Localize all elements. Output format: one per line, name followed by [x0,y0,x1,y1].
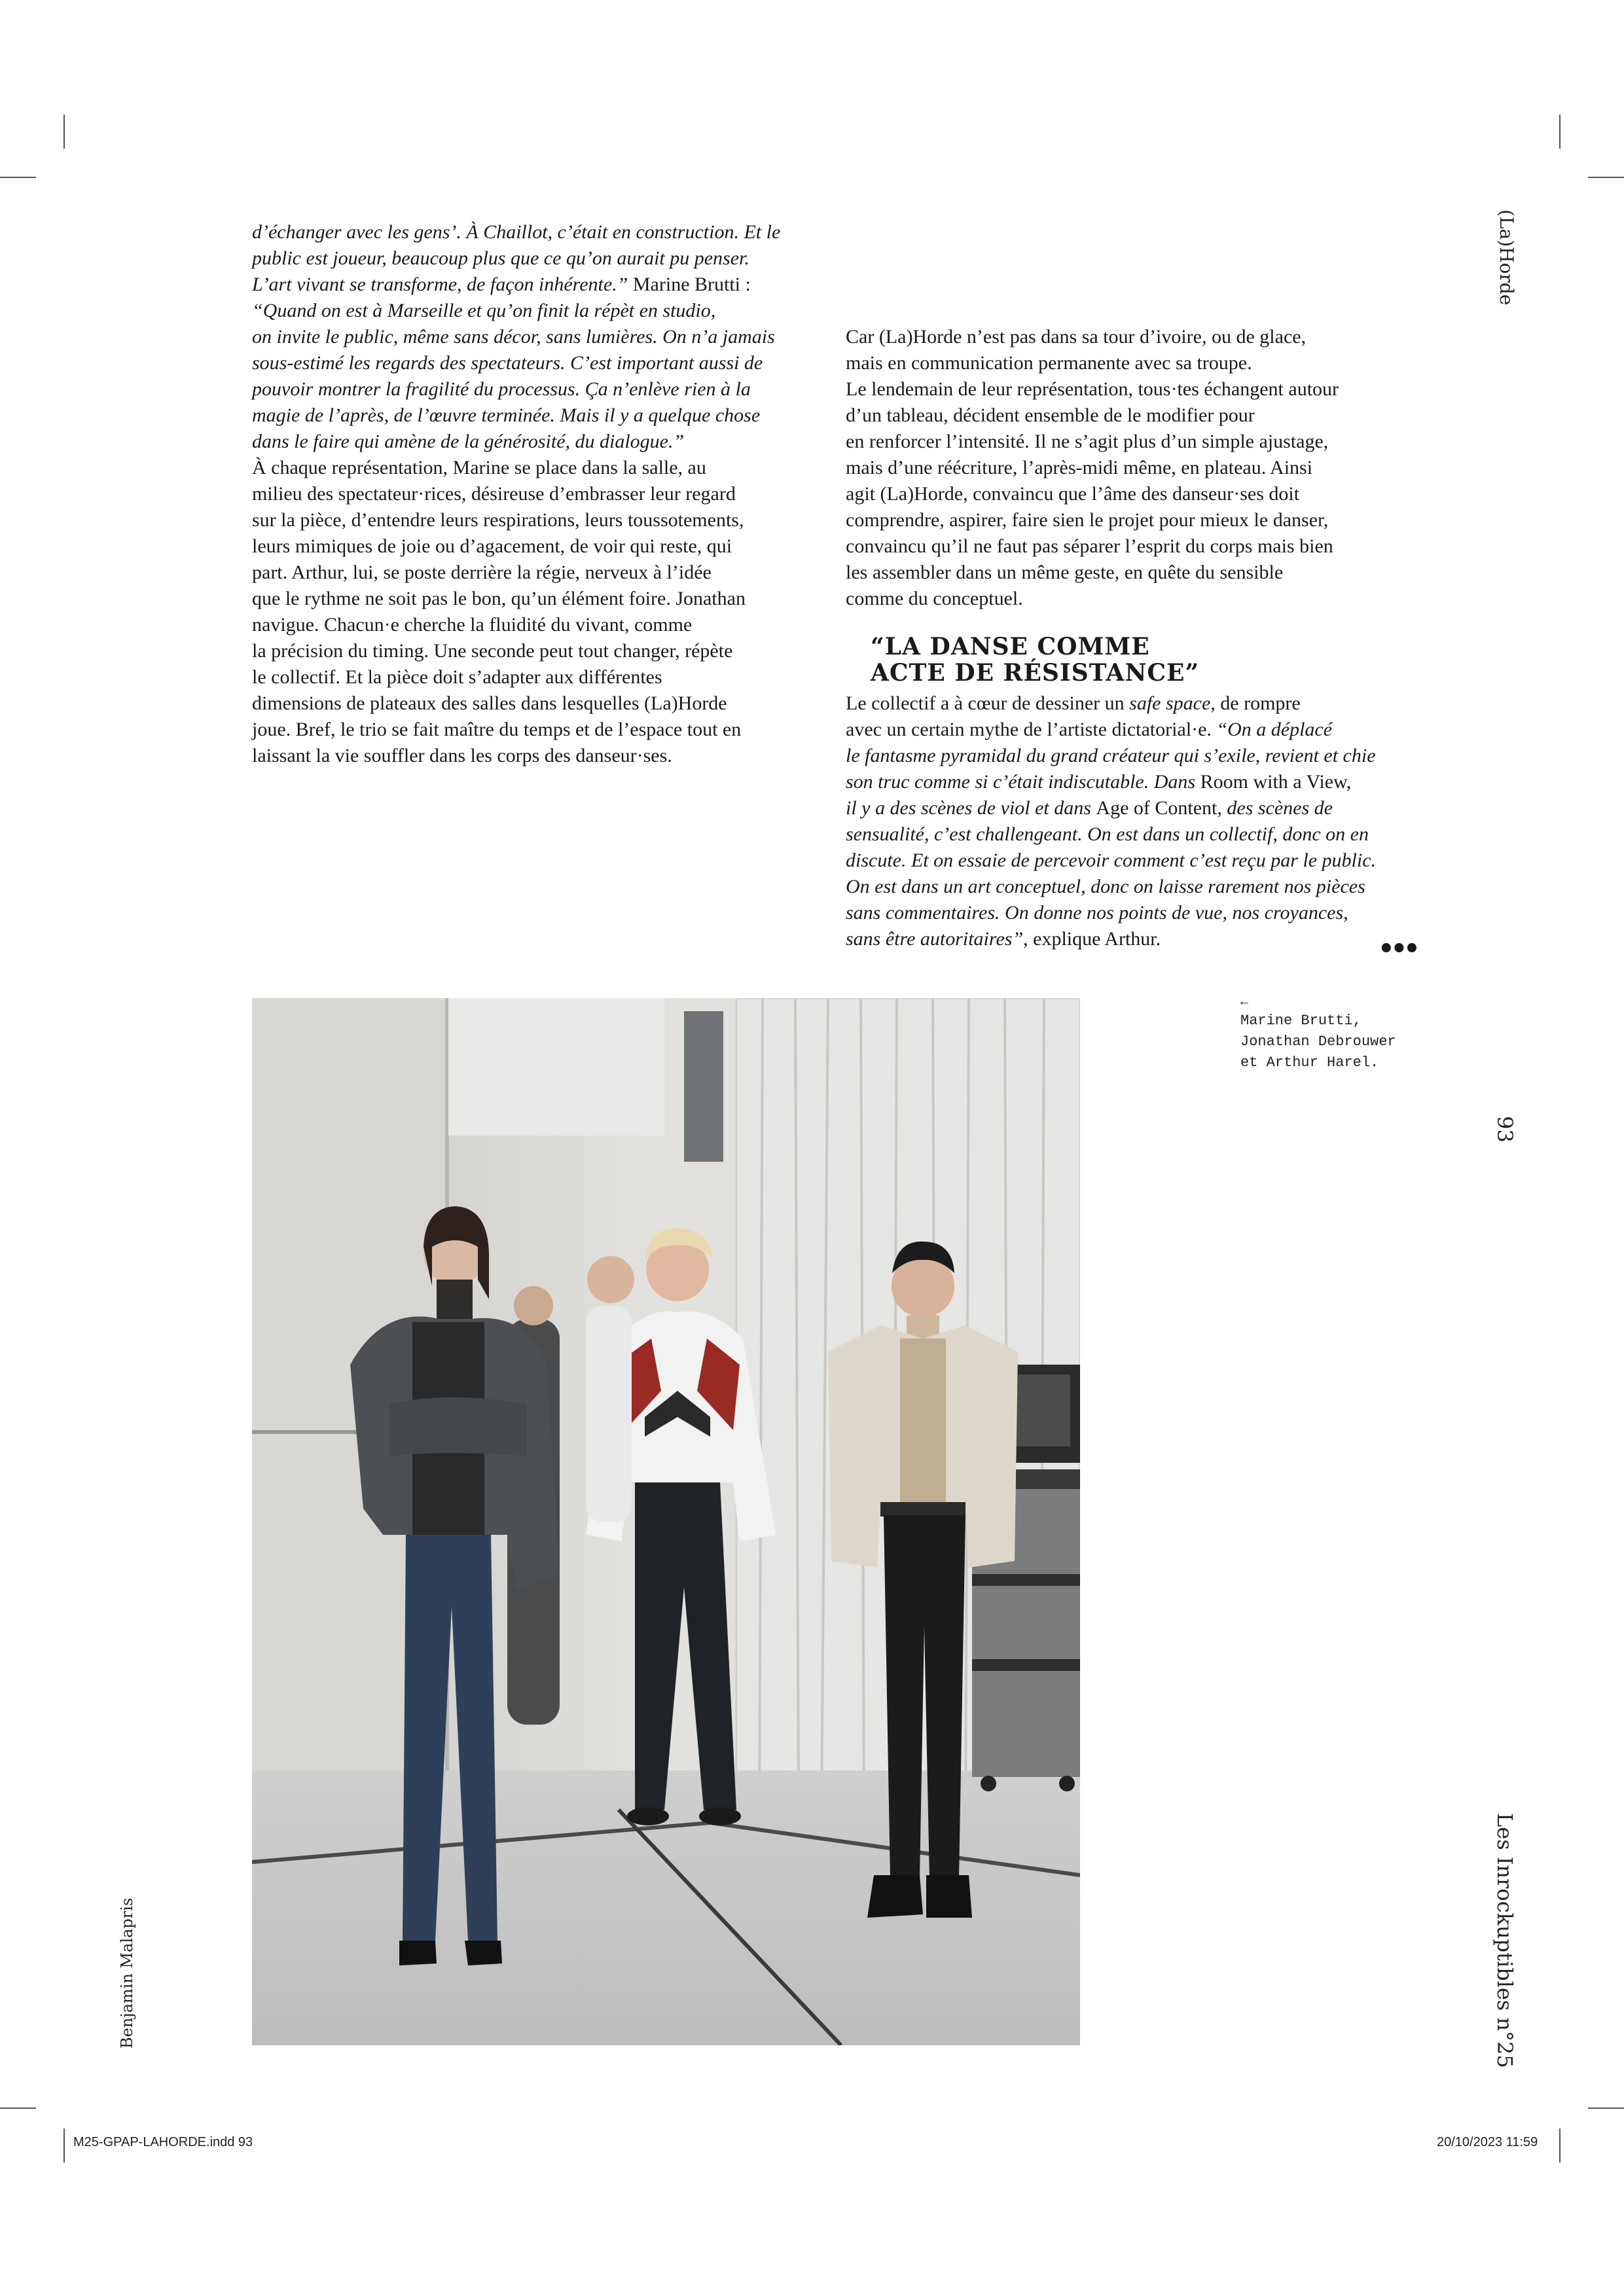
body-line: en renforcer l’intensité. Il ne s’agit plus d’un simple ajustage, [846,431,1329,452]
photo-illustration [252,998,1080,2045]
quote-line: magie de l’après, de l’œuvre terminée. Mais il y a quelque chose [252,404,761,426]
quote-line: On est dans un art conceptuel, donc on laisse rarement nos pièces [846,876,1365,897]
footer-file: M25-GPAP-LAHORDE.indd 93 [73,2135,253,2149]
body-line: comme du conceptuel. [846,588,1023,609]
body-line: les assembler dans un même geste, en quête du sensible [846,562,1284,583]
quote-line: il y a des scènes de viol et dans Age of Content, des scènes de [846,797,1333,819]
quote-line: sans commentaires. On donne nos points de vue, nos croyances, [846,902,1348,924]
quote-line: “Quand on est à Marseille et qu’on finit la répèt en studio, [252,300,716,321]
crop-mark [1588,2108,1624,2109]
body-line: d’un tableau, décident ensemble de le modifier pour [846,404,1255,426]
body-line: À chaque représentation, Marine se place dans la salle, au [252,457,706,478]
body-line: Car (La)Horde n’est pas dans sa tour d’ivoire, ou de glace, [846,326,1307,348]
quote-line: sans être autoritaires”, explique Arthur. [846,928,1161,950]
body-line: que le rythme ne soit pas le bon, qu’un élément foire. Jonathan [252,588,746,609]
body-line: mais en communication permanente avec sa troupe. [846,352,1252,374]
right-column-second [846,691,1422,952]
body-line: dimensions de plateaux des salles dans lesquelles (La)Horde [252,692,727,714]
crop-mark [63,2128,65,2162]
body-line: laissant la vie souffler dans les corps des danseur·ses. [252,745,672,766]
crop-mark [1559,2128,1561,2162]
quote-line: dans le faire qui amène de la générosité, du dialogue.” [252,431,685,452]
body-line: part. Arthur, lui, se poste derrière la régie, nerveux à l’idée [252,562,712,583]
body-line: sur la pièce, d’entendre leurs respirations, leurs toussotements, [252,509,744,531]
intro-line: L’art vivant se transforme, de façon inhérente.” Marine Brutti : [252,274,751,295]
crop-mark [0,177,36,178]
end-mark: ••• [1378,934,1416,964]
photo-credit: Benjamin Malapris [118,1897,136,2049]
body-line: joue. Bref, le trio se fait maître du temps et de l’espace tout en [252,719,742,740]
quote-line: pouvoir montrer la fragilité du processus. Ça n’enlève rien à la [252,378,751,400]
intro-line: public est joueur, beaucoup plus que ce qu’on aurait pu penser. [252,247,749,269]
quote-line: le fantasme pyramidal du grand créateur qui s’exile, revient et chie [846,745,1376,766]
caption-arrow-icon: ← [1240,995,1249,1010]
body-line: la précision du timing. Une seconde peut tout changer, répète [252,640,733,662]
speaker-name: Marine Brutti : [628,274,751,295]
heading-line: “LA DANSE COMME [871,633,1150,660]
quote-line: son truc comme si c’était indiscutable. Dans Room with a View, [846,771,1352,793]
body-line: navigue. Chacun·e cherche la fluidité du vivant, comme [252,614,693,636]
crop-mark [0,2108,36,2109]
body-line: Le lendemain de leur représentation, tous·tes échangent autour [846,378,1339,400]
caption-line: et Arthur Harel. [1240,1054,1379,1071]
quote-line: on invite le public, même sans décor, sans lumières. On n’a jamais [252,326,775,348]
quote-line: sous-estimé les regards des spectateurs. C’est important aussi de [252,352,763,374]
body-line: leurs mimiques de joie ou d’agacement, de voir qui reste, qui [252,535,732,557]
quote-line: discute. Et on essaie de percevoir comment c’est reçu par le public. [846,850,1377,871]
body-line: convaincu qu’il ne faut pas séparer l’esprit du corps mais bien [846,535,1333,557]
body-line: comprendre, aspirer, faire sien le projet pour mieux le danser, [846,509,1329,531]
body-line: avec un certain mythe de l’artiste dictatorial·e. “On a déplacé [846,719,1333,740]
caption-line: Jonathan Debrouwer [1240,1033,1396,1050]
caption-line: Marine Brutti, [1240,1013,1362,1029]
heading-line: ACTE DE RÉSISTANCE” [871,659,1200,687]
group-photo [252,998,1080,2045]
crop-mark [63,115,65,149]
left-column [252,219,828,769]
intro-line: d’échanger avec les gens’. À Chaillot, c’était en construction. Et le [252,221,781,243]
crop-mark [1559,115,1561,149]
body-line: agit (La)Horde, convaincu que l’âme des danseur·ses doit [846,483,1300,505]
running-header: (La)Horde [1496,209,1517,306]
section-heading [871,634,1237,686]
body-line: mais d’une réécriture, l’après-midi même, en plateau. Ainsi [846,457,1313,478]
right-column [846,324,1422,612]
body-line: Le collectif a à cœur de dessiner un safe space, de rompre [846,692,1301,714]
page-number: 93 [1492,1116,1517,1143]
magazine-title: Les Inrockuptibles n°25 [1492,1813,1517,2068]
photo-caption [1240,995,1437,1073]
footer-date: 20/10/2023 11:59 [1437,2135,1538,2149]
quote-line: sensualité, c’est challengeant. On est dans un collectif, donc on en [846,823,1369,845]
body-line: milieu des spectateur·rices, désireuse d’embrasser leur regard [252,483,736,505]
body-line: le collectif. Et la pièce doit s’adapter aux différentes [252,666,662,688]
crop-mark [1588,177,1624,178]
